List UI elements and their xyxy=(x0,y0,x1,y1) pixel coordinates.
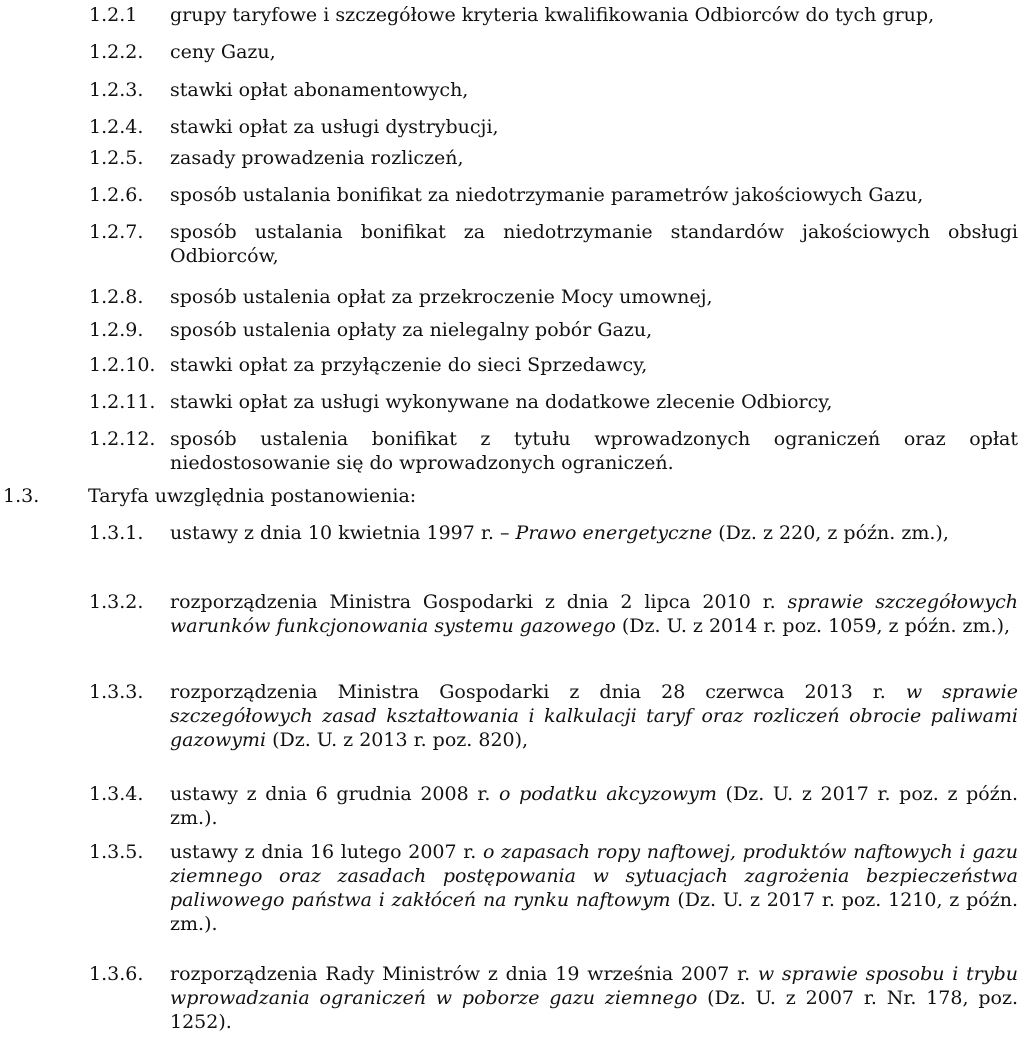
item-text: ustawy z dnia 6 grudnia 2008 r. o podatku akcyzowym (Dz. U. z 2017 r. poz. z późn. zm.). xyxy=(170,783,1018,829)
item-number: 1.2.11. xyxy=(89,391,156,413)
item-text: sposób ustalenia opłat za przekroczenie Mocy umownej, xyxy=(170,286,713,308)
section-text: Taryfa uwzględnia postanowienia: xyxy=(88,485,417,507)
item-text: stawki opłat za przyłączenie do sieci Sprzedawcy, xyxy=(170,354,648,376)
item-number: 1.3.5. xyxy=(89,841,144,863)
item-text: zasady prowadzenia rozliczeń, xyxy=(170,147,464,169)
item-number: 1.2.8. xyxy=(89,286,144,308)
item-number: 1.3.4. xyxy=(89,783,144,805)
item-number: 1.2.7. xyxy=(89,221,144,243)
item-number: 1.2.4. xyxy=(89,116,144,138)
item-number: 1.2.12. xyxy=(89,428,156,450)
item-number: 1.2.2. xyxy=(89,41,144,63)
item-text: rozporządzenia Rady Ministrów z dnia 19 września 2007 r. w sprawie sposobu i trybu wprowadzania ograniczeń w poborze gazu ziemnego (Dz. U. z 2007 r. Nr. 178, poz. 1252). xyxy=(170,963,1018,1033)
section-number: 1.3. xyxy=(3,485,40,507)
item-text: grupy taryfowe i szczegółowe kryteria kwalifikowania Odbiorców do tych grup, xyxy=(170,4,935,26)
item-text: ustawy z dnia 16 lutego 2007 r. o zapasach ropy naftowej, produktów naftowych i gazu ziemnego oraz zasadach postępowania w sytuacjach zagrożenia bezpieczeństwa paliwowego państwa i zakłóceń na rynku naftowym (Dz. U. z 2017 r. poz. 1210, z późn. zm.). xyxy=(170,841,1018,935)
item-text: sposób ustalenia bonifikat z tytułu wprowadzonych ograniczeń oraz opłat niedostosowanie się do wprowadzonych ograniczeń. xyxy=(170,428,1018,474)
item-text: rozporządzenia Ministra Gospodarki z dnia 2 lipca 2010 r. sprawie szczegółowych warunków funkcjonowania systemu gazowego (Dz. U. z 2014 r. poz. 1059, z późn. zm.), xyxy=(170,591,1018,637)
item-text: rozporządzenia Ministra Gospodarki z dnia 28 czerwca 2013 r. w sprawie szczegółowych zasad kształtowania i kalkulacji taryf oraz rozliczeń obrocie paliwami gazowymi (Dz. U. z 2013 r. poz. 820), xyxy=(170,681,1018,751)
item-text: stawki opłat abonamentowych, xyxy=(170,79,469,101)
item-number: 1.3.1. xyxy=(89,522,144,544)
item-number: 1.3.3. xyxy=(89,681,144,703)
item-number: 1.2.10. xyxy=(89,354,156,376)
item-text: stawki opłat za usługi dystrybucji, xyxy=(170,116,499,138)
item-text: ceny Gazu, xyxy=(170,41,276,63)
item-text: sposób ustalenia opłaty za nielegalny pobór Gazu, xyxy=(170,319,653,341)
item-number: 1.2.3. xyxy=(89,79,144,101)
item-text: sposób ustalania bonifikat za niedotrzymanie standardów jakościowych obsługi Odbiorców, xyxy=(170,221,1018,267)
item-text: sposób ustalania bonifikat za niedotrzymanie parametrów jakościowych Gazu, xyxy=(170,184,924,206)
item-number: 1.2.1 xyxy=(89,4,138,26)
item-number: 1.2.9. xyxy=(89,319,144,341)
item-text: stawki opłat za usługi wykonywane na dodatkowe zlecenie Odbiorcy, xyxy=(170,391,833,413)
item-number: 1.3.2. xyxy=(89,591,144,613)
item-text: ustawy z dnia 10 kwietnia 1997 r. – Prawo energetyczne (Dz. z 220, z późn. zm.), xyxy=(170,522,949,544)
item-number: 1.3.6. xyxy=(89,963,144,985)
item-number: 1.2.5. xyxy=(89,147,144,169)
item-number: 1.2.6. xyxy=(89,184,144,206)
